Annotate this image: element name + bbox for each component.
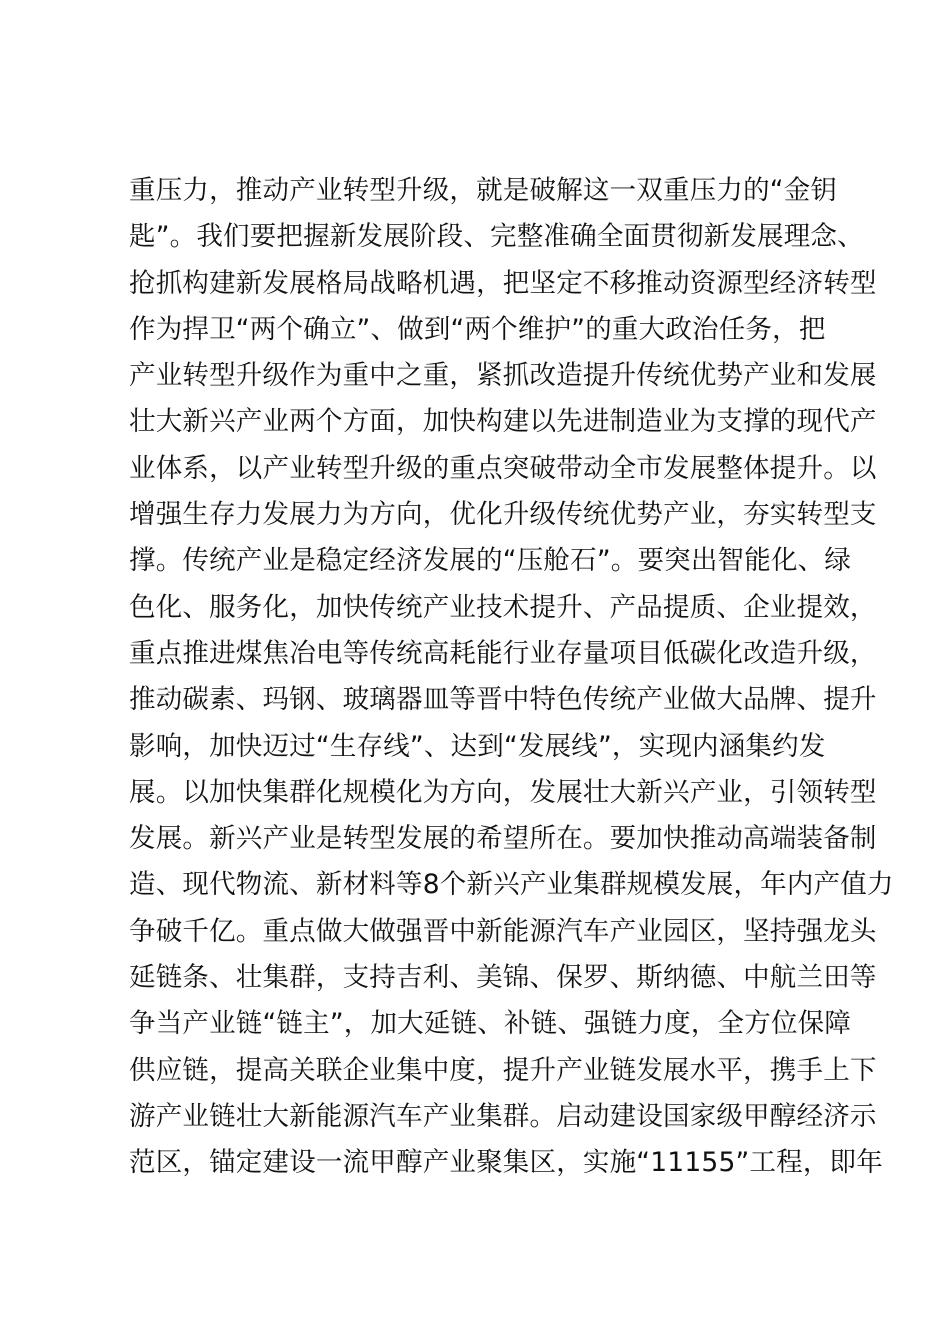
text-line: 争破千亿。重点做大做强晋中新能源汽车产业园区，坚持强龙头: [129, 915, 877, 947]
text-line: 壮大新兴产业两个方面，加快构建以先进制造业为支撑的现代产: [129, 406, 877, 438]
text-line: 范区，锚定建设一流甲醇产业聚集区，实施“11155”工程，即年: [129, 1147, 883, 1179]
text-line: 影响，加快迈过“生存线”、达到“发展线”，实现内涵集约发: [129, 730, 826, 762]
text-line: 匙”。我们要把握新发展阶段、完整准确全面贯彻新发展理念、: [129, 221, 864, 253]
text-line: 撑。传统产业是稳定经济发展的“压舱石”。要突出智能化、绿: [129, 545, 852, 577]
text-line: 造、现代物流、新材料等8个新兴产业集群规模发展，年内产值力: [129, 869, 894, 901]
text-line: 业体系，以产业转型升级的重点突破带动全市发展整体提升。以: [129, 452, 877, 484]
text-line: 争当产业链“链主”，加大延链、补链、强链力度，全方位保障: [129, 1008, 852, 1040]
text-line: 增强生存力发展力为方向，优化升级传统优势产业，夯实转型支: [129, 499, 877, 531]
text-line: 重压力，推动产业转型升级，就是破解这一双重压力的“金钥: [129, 175, 838, 206]
text-line: 色化、服务化，加快传统产业技术提升、产品提质、企业提效，: [129, 591, 877, 623]
text-line: 游产业链壮大新能源汽车产业集群。启动建设国家级甲醇经济示: [129, 1100, 877, 1132]
text-line: 供应链，提高关联企业集中度，提升产业链发展水平，携手上下: [129, 1054, 877, 1086]
text-line: 延链条、壮集群，支持吉利、美锦、保罗、斯纳德、中航兰田等: [129, 962, 877, 994]
text-line: 展。以加快集群化规模化为方向，发展壮大新兴产业，引领转型: [129, 776, 877, 808]
text-line: 重点推进煤焦冶电等传统高耗能行业存量项目低碳化改造升级，: [129, 637, 877, 669]
text-line: 产业转型升级作为重中之重，紧抓改造提升传统优势产业和发展: [129, 360, 877, 392]
text-line: 发展。新兴产业是转型发展的希望所在。要加快推动高端装备制: [129, 823, 877, 855]
text-line: 抢抓构建新发展格局战略机遇，把坚定不移推动资源型经济转型: [129, 267, 877, 299]
body-paragraph: [129, 168, 894, 1187]
text-line: 作为捍卫“两个确立”、做到“两个维护”的重大政治任务，把: [129, 313, 826, 345]
text-line: 推动碳素、玛钢、玻璃器皿等晋中特色传统产业做大品牌、提升: [129, 684, 877, 716]
